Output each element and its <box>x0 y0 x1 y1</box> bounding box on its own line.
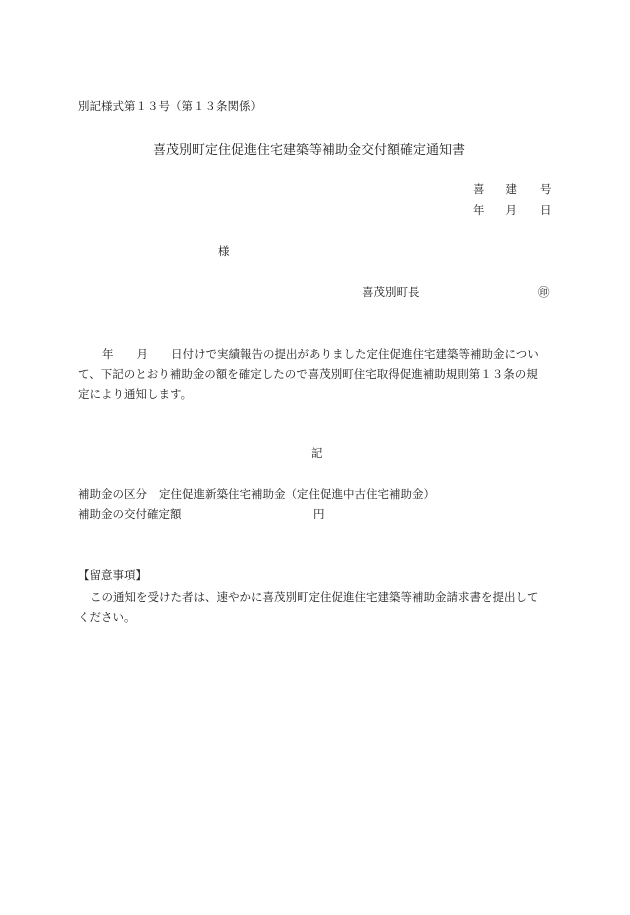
addressee-suffix: 様 <box>218 244 230 258</box>
seal-mark: ㊞ <box>538 285 550 299</box>
reference-number <box>473 183 552 197</box>
date-char: 日 <box>540 203 552 217</box>
document-title: 喜茂別町定住促進住宅建築等補助金交付額確定通知書 <box>153 143 466 158</box>
issue-date <box>473 204 552 218</box>
subsidy-category-label: 補助金の区分 <box>78 487 147 501</box>
notice-body <box>78 345 558 404</box>
subsidy-category-row <box>78 488 435 502</box>
form-number: 別記様式第１３号（第１３条関係） <box>78 99 262 113</box>
reference-char: 喜 <box>473 182 485 196</box>
reference-char: 建 <box>505 182 517 196</box>
body-line: 定により通知します。 <box>78 386 193 401</box>
subsidy-amount-label: 補助金の交付確定額 <box>78 507 182 521</box>
subsidy-category-value: 定住促進新築住宅補助金（定住促進中古住宅補助金） <box>159 487 435 501</box>
body-line: 年 月 日付けで実績報告の提出がありました定住促進住宅建築等補助金につい <box>102 347 539 361</box>
date-char: 年 <box>473 203 485 217</box>
notes-body <box>78 588 558 628</box>
body-line: て、下記のとおり補助金の額を確定したので喜茂別町住宅取得促進補助規則第１３条の規 <box>78 366 538 381</box>
subsidy-amount-unit: 円 <box>313 507 325 521</box>
notes-heading: 【留意事項】 <box>78 568 147 582</box>
ki-heading: 記 <box>311 446 323 460</box>
sender-name: 喜茂別町長 <box>362 285 420 299</box>
notes-line: ください。 <box>78 609 136 624</box>
notes-line: この通知を受けた者は、速やかに喜茂別町定住促進住宅建築等補助金請求書を提出して <box>90 590 539 604</box>
reference-char: 号 <box>540 182 552 196</box>
date-char: 月 <box>505 203 517 217</box>
